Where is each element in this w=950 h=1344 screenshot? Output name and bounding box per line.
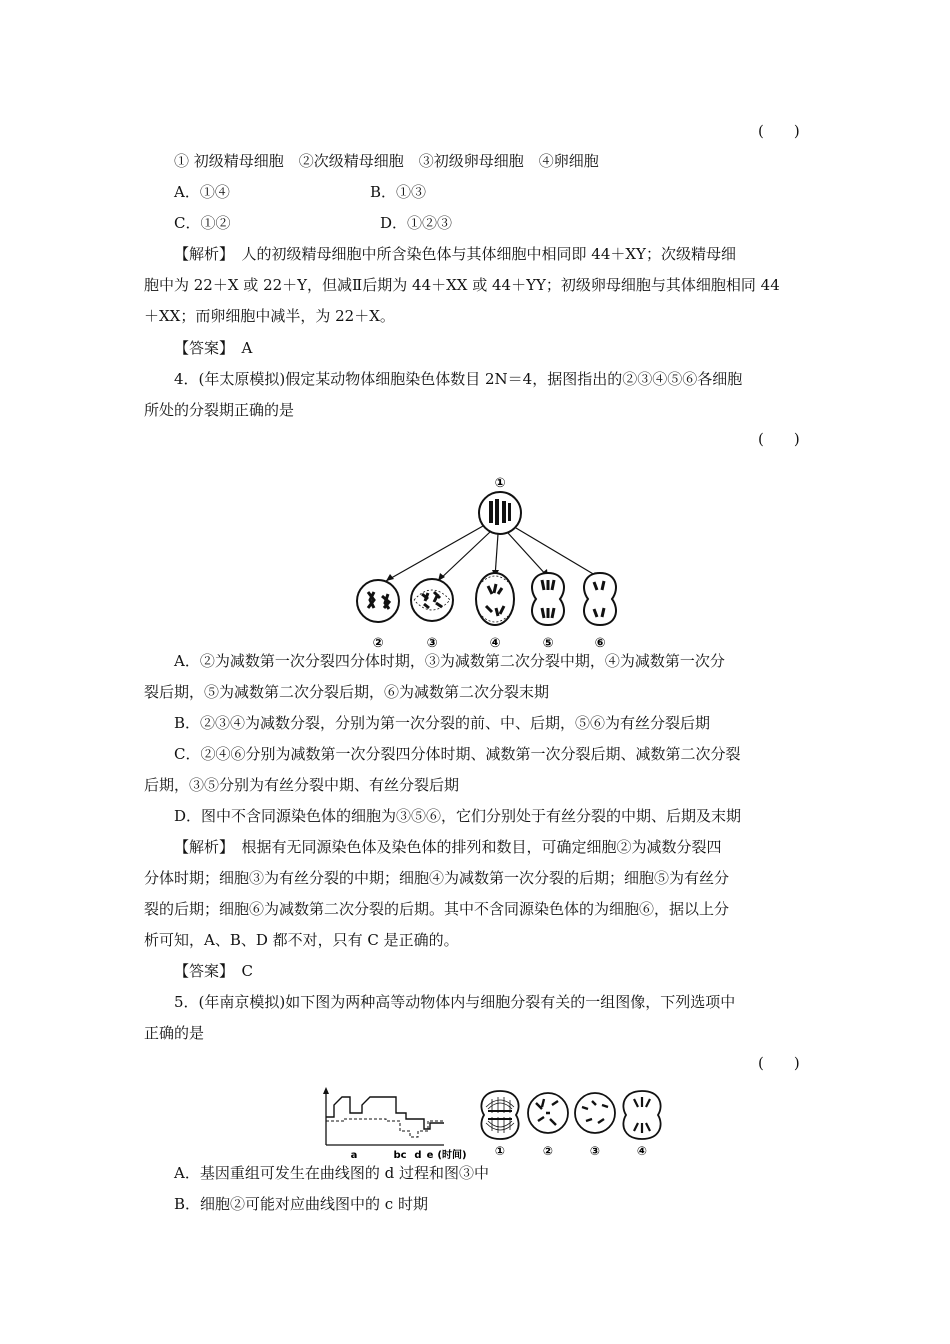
figure-label: ③ xyxy=(426,636,438,651)
q3-answer: 【答案】 A xyxy=(174,339,253,357)
q3-analysis-line: 胞中为 22＋X 或 22＋Y，但减Ⅱ后期为 44＋XX 或 44＋YY；初级卵母细胞与其体细胞相同 44 xyxy=(144,276,780,294)
q5-option-a: A．基因重组可发生在曲线图的 d 过程和图③中 xyxy=(174,1164,489,1182)
cell-1 xyxy=(481,1091,518,1139)
q4-option-c: C．②④⑥分别为减数第一次分裂四分体时期、减数第一次分裂后期、减数第二次分裂 xyxy=(174,745,741,763)
q4-analysis-line: 分体时期；细胞③为有丝分裂的中期；细胞④为减数第一次分裂的后期；细胞⑤为有丝分 xyxy=(144,869,730,887)
q4-analysis-line: 析可知，A、B、D 都不对，只有 C 是正确的。 xyxy=(144,931,459,949)
q3-option-d: D．①②③ xyxy=(380,214,453,232)
q4-analysis-line: 裂的后期；细胞⑥为减数第二次分裂的后期。其中不含同源染色体的为细胞⑥，据以上分 xyxy=(144,900,730,918)
cell-3 xyxy=(575,1093,615,1133)
figure-label: ② xyxy=(372,636,384,651)
answer-bracket: ( ) xyxy=(758,122,800,140)
figure-label: ⑥ xyxy=(594,636,606,651)
graph-label: (时间) xyxy=(437,1150,467,1161)
cell-1 xyxy=(479,492,521,534)
figure-label: ④ xyxy=(489,636,501,651)
figure-label: ⑤ xyxy=(542,636,554,651)
q5-stem-line: 正确的是 xyxy=(144,1024,205,1042)
cell-2 xyxy=(357,580,399,622)
q3-option-a: A．①④ xyxy=(174,183,230,201)
curve-and-cells-figure xyxy=(320,1085,665,1163)
answer-bracket: ( ) xyxy=(758,430,800,448)
q5-option-b: B．细胞②可能对应曲线图中的 c 时期 xyxy=(174,1195,428,1213)
q3-options-row: ① 初级精母细胞 ②次级精母细胞 ③初级卵母细胞 ④卵细胞 xyxy=(174,152,599,170)
q3-analysis-line: 【解析】 人的初级精母细胞中所含染色体与其体细胞中相同即 44＋XY；次级精母细 xyxy=(174,245,736,263)
answer-bracket: ( ) xyxy=(758,1054,800,1072)
figure-label: ② xyxy=(542,1144,554,1158)
graph-label: e xyxy=(426,1150,434,1161)
q5-stem-line: 5．(年南京模拟)如下图为两种高等动物体内与细胞分裂有关的一组图像，下列选项中 xyxy=(174,993,736,1011)
q4-stem-line: 4．(年太原模拟)假定某动物体细胞染色体数目 2N＝4，据图指出的②③④⑤⑥各细胞 xyxy=(174,370,743,388)
q4-option-d: D．图中不含同源染色体的细胞为③⑤⑥，它们分别处于有丝分裂的中期、后期及末期 xyxy=(174,807,742,825)
graph-label: a xyxy=(350,1150,358,1161)
cell-division-figure xyxy=(350,470,630,655)
figure-label: ④ xyxy=(636,1144,648,1158)
q4-option-c-cont: 后期，③⑤分别为有丝分裂中期、有丝分裂后期 xyxy=(144,776,460,794)
figure-label: ① xyxy=(494,1144,506,1158)
cell-6 xyxy=(584,573,616,625)
q4-stem-line: 所处的分裂期正确的是 xyxy=(144,401,295,419)
cell-3 xyxy=(411,579,453,621)
q3-analysis-line: ＋XX；而卵细胞中减半，为 22＋X。 xyxy=(144,307,395,325)
q4-analysis-line: 【解析】 根据有无同源染色体及染色体的排列和数目，可确定细胞②为减数分裂四 xyxy=(174,838,722,856)
figure-label: ① xyxy=(494,476,506,491)
q4-option-b: B．②③④为减数分裂，分别为第一次分裂的前、中、后期，⑤⑥为有丝分裂后期 xyxy=(174,714,711,732)
q4-answer: 【答案】 C xyxy=(174,962,253,980)
q3-option-b: B．①③ xyxy=(370,183,427,201)
graph-label: bc xyxy=(393,1150,407,1161)
figure-label: ③ xyxy=(589,1144,601,1158)
q4-option-a: A．②为减数第一次分裂四分体时期，③为减数第二次分裂中期，④为减数第一次分 xyxy=(174,652,725,670)
q3-option-c: C．①② xyxy=(174,214,231,232)
graph-label: d xyxy=(414,1150,422,1161)
q4-option-a-cont: 裂后期，⑤为减数第二次分裂后期，⑥为减数第二次分裂末期 xyxy=(144,683,550,701)
cell-4 xyxy=(476,573,514,625)
